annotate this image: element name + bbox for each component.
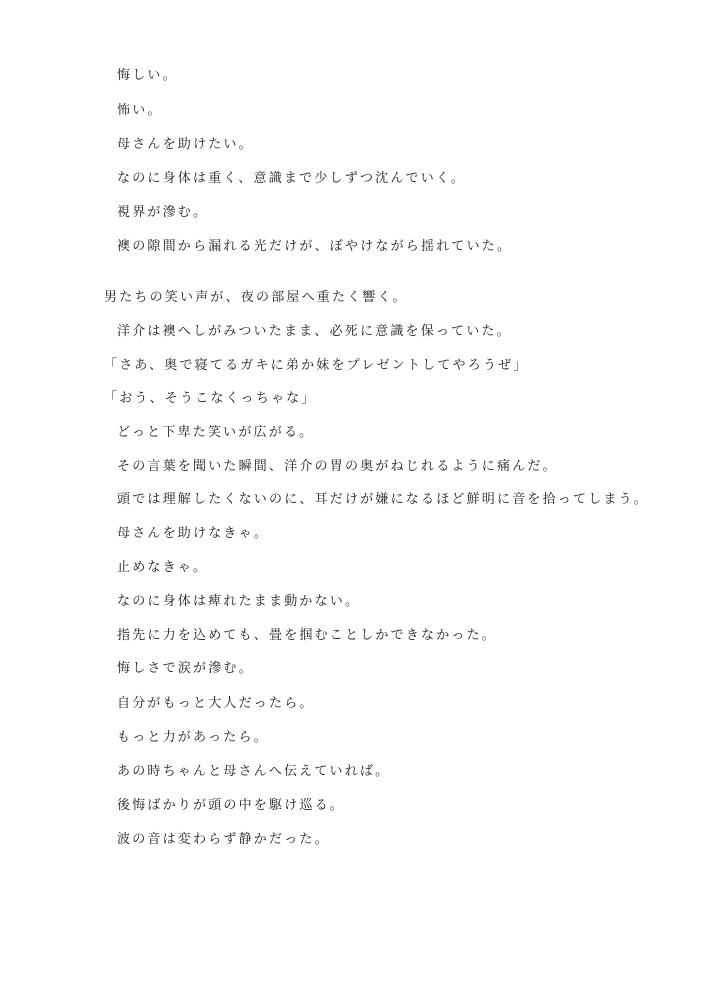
text-line: 洋介は襖へしがみついたまま、必死に意識を保っていた。 (117, 324, 512, 339)
text-line: 母さんを助けたい。 (117, 137, 254, 152)
dialogue-line: 「おう、そうこなくっちゃな」 (104, 391, 317, 406)
text-line: なのに身体は痺れたまま動かない。 (117, 594, 361, 609)
text-line: 怖い。 (117, 103, 163, 118)
text-line: どっと下卑た笑いが広がる。 (117, 425, 315, 440)
text-line: 頭では理解したくないのに、耳だけが嫌になるほど鮮明に音を拾ってしまう。 (117, 492, 650, 507)
text-line: その言葉を聞いた瞬間、洋介の胃の奥がねじれるように痛んだ。 (117, 459, 558, 474)
text-line: 指先に力を込めても、畳を掴むことしかできなかった。 (117, 628, 498, 643)
text-line: あの時ちゃんと母さんへ伝えていれば。 (117, 764, 391, 779)
text-line: 後悔ばかりが頭の中を駆け巡る。 (117, 798, 346, 813)
text-line: 母さんを助けなきゃ。 (117, 526, 270, 541)
text-line: なのに身体は重く、意識まで少しずつ沈んでいく。 (117, 171, 467, 186)
text-line: 悔しい。 (117, 68, 178, 83)
text-line: 波の音は変わらず静かだった。 (117, 832, 330, 847)
text-line: 自分がもっと大人だったら。 (117, 696, 315, 711)
dialogue-line: 「さあ、奥で寝てるガキに弟か妹をプレゼントしてやろうぜ」 (104, 358, 529, 373)
text-line: 悔しさで涙が滲む。 (117, 661, 254, 676)
text-line: 止めなきゃ。 (117, 560, 209, 575)
text-line: 視界が滲む。 (117, 205, 209, 220)
text-line: もっと力があったら。 (117, 730, 269, 745)
text-line: 男たちの笑い声が、夜の部屋へ重たく響く。 (104, 290, 408, 305)
text-line: 襖の隙間から漏れる光だけが、ぼやけながら揺れていた。 (117, 239, 513, 254)
